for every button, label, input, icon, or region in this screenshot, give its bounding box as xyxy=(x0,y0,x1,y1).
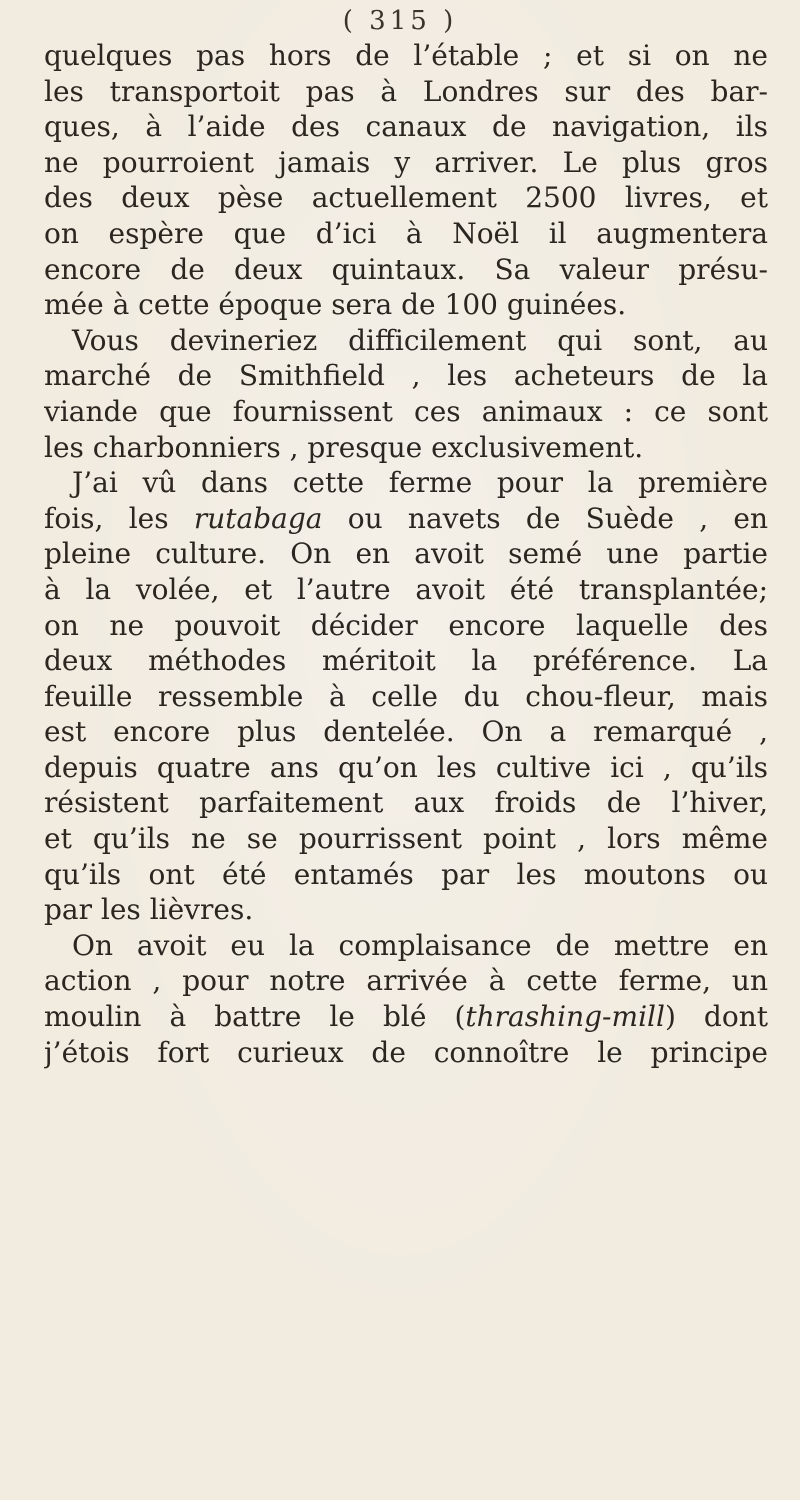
text-line: mée à cette époque sera de 100 guinées. xyxy=(44,288,627,322)
text-line: action , pour notre arrivée à cette ferme, un xyxy=(44,964,768,998)
text-line: des deux pèse actuellement 2500 livres, et xyxy=(44,181,768,215)
text-line: les charbonniers , presque exclusivement. xyxy=(44,430,644,464)
text-line: j’étois fort curieux de connoître le principe xyxy=(44,1035,768,1069)
text-segment: moulin à battre le blé ( xyxy=(44,1000,466,1034)
text-line: on espère que d’ici à Noël il augmentera xyxy=(44,216,768,250)
text-line: est encore plus dentelée. On a remarqué , xyxy=(44,715,768,749)
text-line: depuis quatre ans qu’on les cultive ici , qu’ils xyxy=(44,750,768,784)
text-line: ne pourroient jamais y arriver. Le plus gros xyxy=(44,145,768,179)
text-line: quelques pas hors de l’étable ; et si on ne xyxy=(44,39,768,72)
text-line: à la volée, et l’autre avoit été transplantée; xyxy=(44,572,768,606)
text-line: viande que fournissent ces animaux : ce sont xyxy=(44,394,768,428)
text-line: pleine culture. On en avoit semé une partie xyxy=(44,537,768,571)
italic-term-thrashing-mill: thrashing-mill xyxy=(465,1000,665,1034)
text-line: feuille ressemble à celle du chou-fleur, mais xyxy=(44,679,768,713)
paragraph-start-line: Vous devineriez difficilement qui sont, au xyxy=(72,323,768,357)
text-line-with-italic xyxy=(44,501,768,537)
body-text xyxy=(44,38,768,1070)
text-line: on ne pouvoit décider encore laquelle des xyxy=(44,608,768,642)
text-line: et qu’ils ne se pourrissent point , lors même xyxy=(44,822,768,856)
italic-term-rutabaga: rutabaga xyxy=(193,501,323,535)
paragraph-start-line: On avoit eu la complaisance de mettre en xyxy=(72,928,768,962)
text-line-with-italic xyxy=(44,999,768,1035)
text-line: deux méthodes méritoit la préférence. La xyxy=(44,644,768,678)
text-line: marché de Smithfield , les acheteurs de la xyxy=(44,359,768,393)
text-segment: fois, les xyxy=(44,501,194,535)
text-line: résistent parfaitement aux froids de l’hiver, xyxy=(44,786,768,820)
text-line: qu’ils ont été entamés par les moutons ou xyxy=(44,857,768,891)
text-segment: ou navets de Suède , en xyxy=(322,501,768,535)
paragraph-start-line: J’ai vû dans cette ferme pour la première xyxy=(72,466,768,500)
page-number: ( 315 ) xyxy=(342,6,458,36)
text-line: encore de deux quintaux. Sa valeur présu- xyxy=(44,252,768,286)
text-line: les transportoit pas à Londres sur des bar- xyxy=(44,74,768,108)
text-segment: ) dont xyxy=(664,1000,768,1034)
text-line: ques, à l’aide des canaux de navigation, ils xyxy=(44,110,768,144)
text-line: par les lièvres. xyxy=(44,893,254,927)
